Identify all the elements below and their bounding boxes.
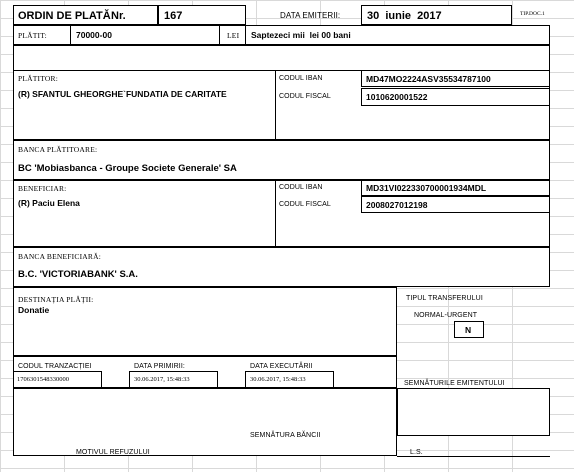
payer-fiscal-label: CODUL FISCAL	[279, 93, 331, 100]
amount-divider	[245, 25, 246, 45]
number-value: 167	[164, 10, 183, 22]
beneficiary-fiscal-label: CODUL FISCAL	[279, 201, 331, 208]
bank-signature-block	[13, 388, 397, 456]
beneficiary-fiscal-value: 2008027012198	[366, 200, 428, 210]
beneficiary-iban-value: MD31VI022330700001934MDL	[366, 183, 487, 193]
transaction-code-value: 1706301548330000	[17, 376, 69, 383]
seal-line	[397, 456, 550, 457]
received-date-label: DATA PRIMIRII:	[134, 363, 185, 370]
issuer-signature-box	[397, 388, 550, 436]
form-code: TIP.DOC.1	[520, 11, 545, 17]
payer-bank-name: BC 'Mobiasbanca - Groupe Societe Generale' SA	[18, 163, 237, 174]
purpose-label: DESTINAȚIA PLĂȚII:	[18, 295, 94, 304]
executed-date-value: 30.06.2017, 15:48:33	[250, 376, 306, 383]
document-title: ORDIN DE PLATĂ	[18, 10, 111, 22]
refusal-reason-label: MOTIVUL REFUZULUI	[76, 449, 150, 456]
beneficiary-iban-label: CODUL IBAN	[279, 184, 323, 191]
beneficiary-bank-name: B.C. 'VICTORIABANK' S.A.	[18, 269, 138, 280]
transfer-type-label: TIPUL TRANSFERULUI	[406, 295, 483, 302]
amount-value: 70000-00	[76, 30, 112, 40]
date-issue-value: 30 iunie 2017	[367, 10, 442, 22]
payer-iban-value: MD47MO2224ASV35534787100	[366, 74, 491, 84]
transaction-code-label: CODUL TRANZACȚIEI	[18, 363, 92, 370]
payer-name: (R) SFANTUL GHEORGHE`FUNDATIA DE CARITATE	[18, 89, 227, 99]
payer-bank-label: BANCA PLĂTITOARE:	[18, 145, 98, 154]
received-date-value: 30.06.2017, 15:48:33	[134, 376, 190, 383]
seal-label: L.S.	[410, 449, 423, 456]
transfer-mode-value: N	[465, 325, 472, 335]
currency-label: LEI	[227, 31, 240, 40]
payer-fiscal-value: 1010620001522	[366, 92, 428, 102]
beneficiary-label: BENEFICIAR:	[18, 184, 67, 193]
bank-signature-label: SEMNĂTURA BĂNCII	[250, 432, 321, 439]
payer-label: PLĂTITOR:	[18, 74, 58, 83]
purpose-value: Donatie	[18, 305, 50, 315]
payer-iban-label: CODUL IBAN	[279, 75, 323, 82]
date-issue-label: DATA EMITERII:	[280, 11, 341, 20]
amount-label: PLĂTIT:	[18, 31, 47, 40]
issuer-signature-label: SEMNĂTURILE EMITENTULUI	[404, 380, 505, 387]
beneficiary-name: (R) Paciu Elena	[18, 198, 80, 208]
transfer-mode-label: NORMAL-URGENT	[414, 312, 478, 319]
beneficiary-bank-label: BANCA BENEFICIARĂ:	[18, 252, 101, 261]
number-label: Nr.	[111, 10, 126, 22]
amount-in-words: Saptezeci mii lei 00 bani	[251, 30, 351, 40]
payer-codes-divider	[275, 70, 276, 140]
executed-date-label: DATA EXECUTĂRII	[250, 363, 313, 370]
beneficiary-codes-divider	[275, 180, 276, 247]
